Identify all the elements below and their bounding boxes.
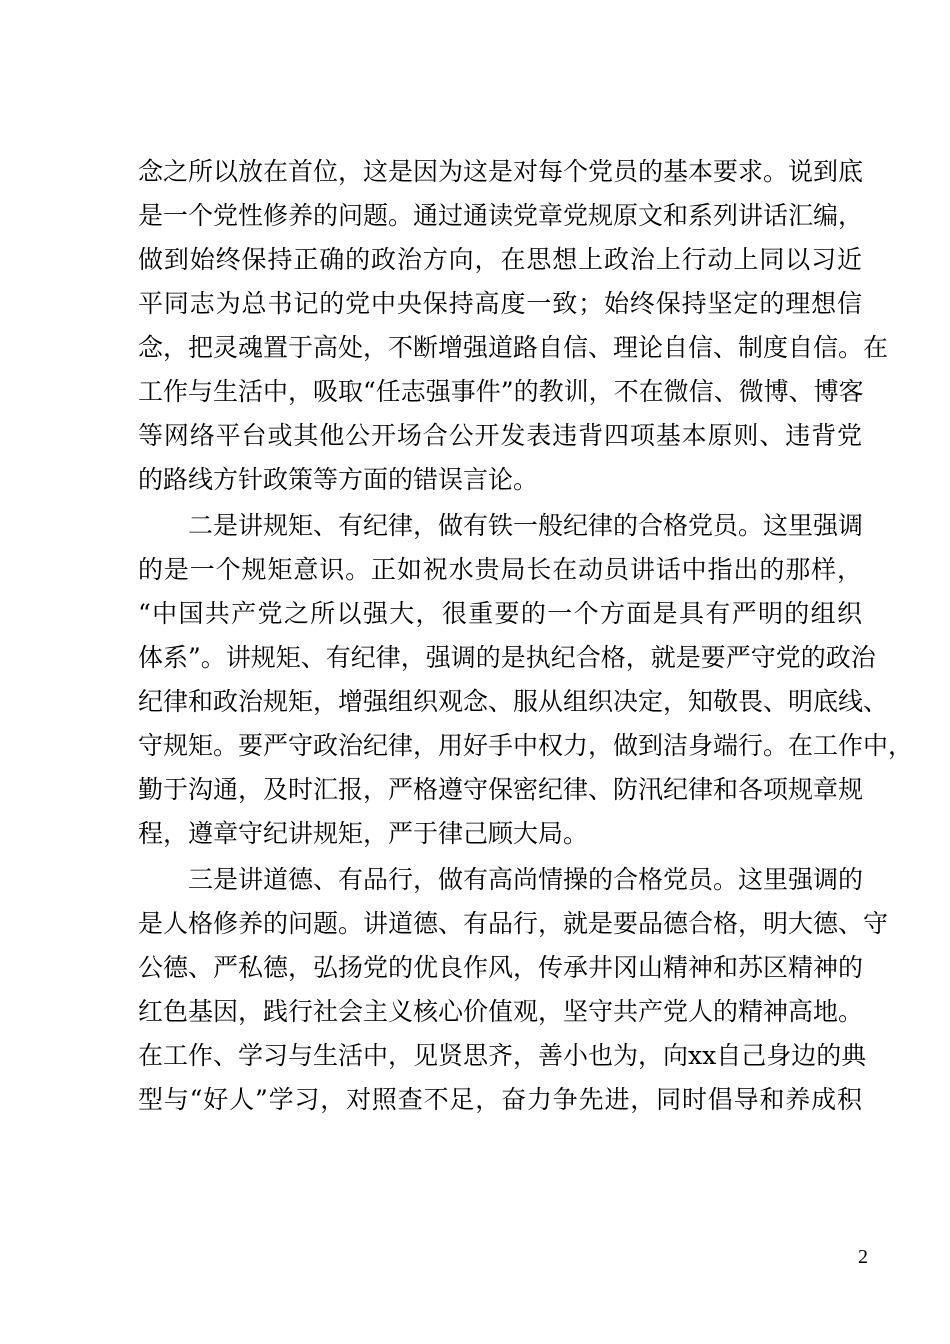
paragraph-2-line-5: 纪律和政治规矩，增强组织观念、服从组织决定，知敬畏、明底线、: [138, 687, 889, 716]
paragraph-3-line-1: 三是讲道德、有品行，做有高尚情操的合格党员。这里强调的: [188, 865, 864, 894]
paragraph-1-line-1: 念之所以放在首位，这是因为这是对每个党员的基本要求。说到底: [138, 157, 864, 186]
paragraph-3-line-5: 在工作、学习与生活中，见贤思齐，善小也为，向xx自己身边的典: [138, 1041, 867, 1070]
paragraph-1-line-6: 工作与生活中，吸取“任志强事件”的教训，不在微信、微博、博客: [138, 377, 864, 406]
paragraph-1-line-8: 的路线方针政策等方面的错误言论。: [138, 465, 539, 494]
paragraph-3-line-2: 是人格修养的问题。讲道德、有品行，就是要品德合格，明大德、守: [138, 909, 889, 938]
body-text: [138, 150, 914, 1122]
paragraph-3-line-4: 红色基因，践行社会主义核心价值观，坚守共产党人的精神高地。: [138, 997, 864, 1026]
paragraph-2-line-3: “中国共产党之所以强大，很重要的一个方面是具有严明的组织: [138, 599, 862, 628]
paragraph-1-line-3: 做到始终保持正确的政治方向，在思想上政治上行动上同以习近: [138, 245, 862, 274]
page-number: 2: [858, 1246, 868, 1268]
paragraph-1-line-5: 念，把灵魂置于高处，不断增强道路自信、理论自信、制度自信。在: [138, 333, 889, 362]
paragraph-1-line-4: 平同志为总书记的党中央保持高度一致；始终保持坚定的理想信: [138, 289, 862, 318]
paragraph-3-line-6: 型与“好人”学习，对照查不足，奋力争先进，同时倡导和养成积: [138, 1085, 862, 1114]
paragraph-2-line-8: 程，遵章守纪讲规矩，严于律己顾大局。: [138, 819, 589, 848]
paragraph-2-line-4: 体系”。讲规矩、有纪律，强调的是执纪合格，就是要严守党的政治: [138, 643, 876, 672]
paragraph-2-line-1: 二是讲规矩、有纪律，做有铁一般纪律的合格党员。这里强调: [188, 511, 864, 540]
paragraph-3-line-3: 公德、严私德，弘扬党的优良作风，传承井冈山精神和苏区精神的: [138, 953, 864, 982]
paragraph-2-line-6: 守规矩。要严守政治纪律，用好手中权力，做到洁身端行。在工作中，: [138, 731, 914, 760]
paragraph-1-line-7: 等网络平台或其他公开场合公开发表违背四项基本原则、违背党: [138, 421, 862, 450]
paragraph-1-line-2: 是一个党性修养的问题。通过通读党章党规原文和系列讲话汇编，: [138, 201, 864, 230]
paragraph-2-line-2: 的是一个规矩意识。正如祝水贵局长在动员讲话中指出的那样，: [138, 555, 862, 584]
paragraph-2-line-7: 勤于沟通，及时汇报，严格遵守保密纪律、防汛纪律和各项规章规: [138, 775, 864, 804]
